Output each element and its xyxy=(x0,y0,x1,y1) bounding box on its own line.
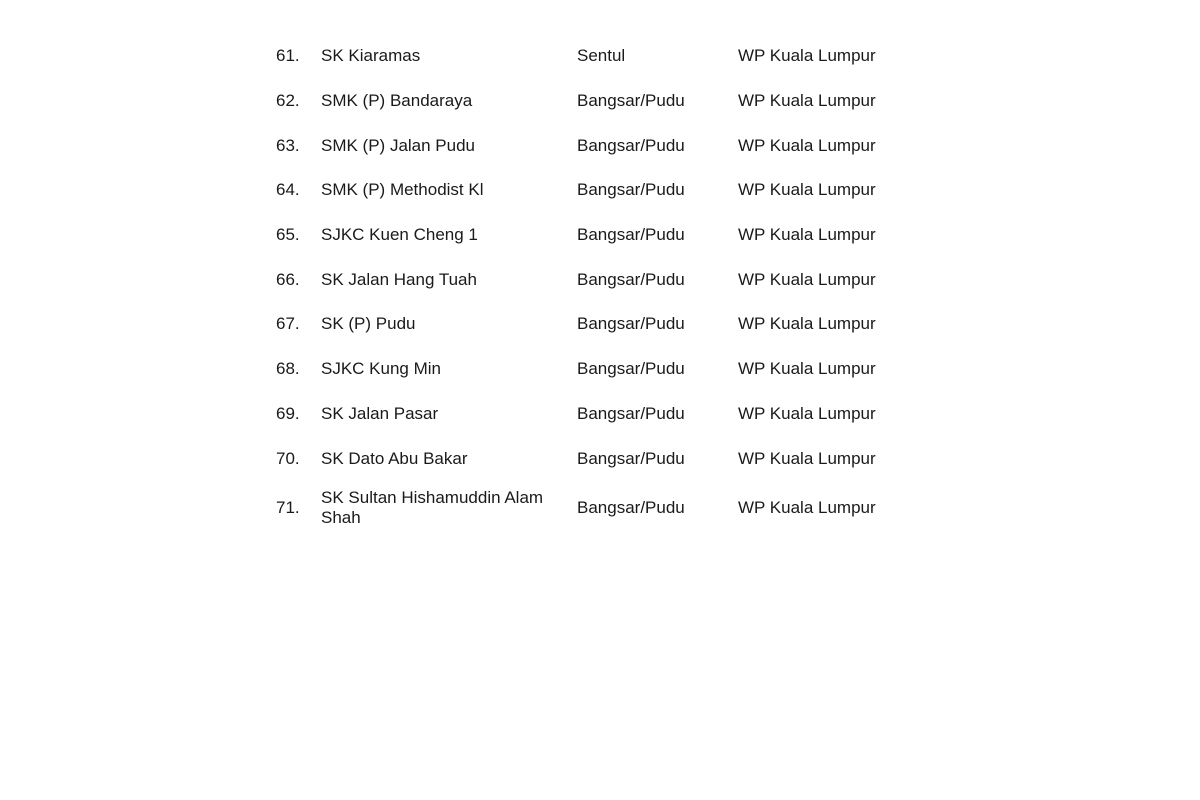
list-row xyxy=(276,79,916,124)
list-row xyxy=(276,34,916,79)
list-row xyxy=(276,257,916,302)
school-name: SK Sultan Hishamuddin Alam Shah xyxy=(321,487,544,527)
state-name: WP Kuala Lumpur xyxy=(738,269,876,289)
school-name: SJKC Kuen Cheng 1 xyxy=(321,225,478,245)
school-list xyxy=(276,34,916,535)
state-name: WP Kuala Lumpur xyxy=(738,359,876,379)
state-name: WP Kuala Lumpur xyxy=(738,497,876,517)
row-number: 64. xyxy=(276,180,300,200)
state-name: WP Kuala Lumpur xyxy=(738,403,876,423)
zone-name: Bangsar/Pudu xyxy=(577,497,685,517)
row-number: 71. xyxy=(276,497,300,517)
school-name: SK Jalan Pasar xyxy=(321,403,439,423)
row-number: 70. xyxy=(276,448,300,468)
school-name: SMK (P) Jalan Pudu xyxy=(321,135,476,155)
school-name: SK (P) Pudu xyxy=(321,314,416,334)
list-row xyxy=(276,168,916,213)
state-name: WP Kuala Lumpur xyxy=(738,448,876,468)
row-number: 63. xyxy=(276,135,300,155)
list-row xyxy=(276,302,916,347)
school-name: SK Kiaramas xyxy=(321,46,421,66)
row-number: 69. xyxy=(276,403,300,423)
row-number: 62. xyxy=(276,91,300,111)
state-name: WP Kuala Lumpur xyxy=(738,135,876,155)
state-name: WP Kuala Lumpur xyxy=(738,180,876,200)
school-name: SK Jalan Hang Tuah xyxy=(321,269,477,289)
zone-name: Bangsar/Pudu xyxy=(577,448,685,468)
zone-name: Bangsar/Pudu xyxy=(577,403,685,423)
state-name: WP Kuala Lumpur xyxy=(738,314,876,334)
row-number: 65. xyxy=(276,225,300,245)
zone-name: Bangsar/Pudu xyxy=(577,314,685,334)
zone-name: Sentul xyxy=(577,46,626,66)
state-name: WP Kuala Lumpur xyxy=(738,46,876,66)
row-number: 68. xyxy=(276,359,300,379)
list-row xyxy=(276,392,916,437)
row-number: 67. xyxy=(276,314,300,334)
state-name: WP Kuala Lumpur xyxy=(738,225,876,245)
row-number: 61. xyxy=(276,46,300,66)
list-row xyxy=(276,481,916,535)
state-name: WP Kuala Lumpur xyxy=(738,91,876,111)
list-row xyxy=(276,123,916,168)
zone-name: Bangsar/Pudu xyxy=(577,225,685,245)
zone-name: Bangsar/Pudu xyxy=(577,91,685,111)
list-row xyxy=(276,213,916,258)
zone-name: Bangsar/Pudu xyxy=(577,180,685,200)
zone-name: Bangsar/Pudu xyxy=(577,269,685,289)
list-row xyxy=(276,436,916,481)
zone-name: Bangsar/Pudu xyxy=(577,359,685,379)
row-number: 66. xyxy=(276,269,300,289)
zone-name: Bangsar/Pudu xyxy=(577,135,685,155)
school-name: SJKC Kung Min xyxy=(321,359,441,379)
school-name: SMK (P) Bandaraya xyxy=(321,91,473,111)
school-name: SMK (P) Methodist Kl xyxy=(321,180,484,200)
school-name: SK Dato Abu Bakar xyxy=(321,448,468,468)
list-row xyxy=(276,347,916,392)
